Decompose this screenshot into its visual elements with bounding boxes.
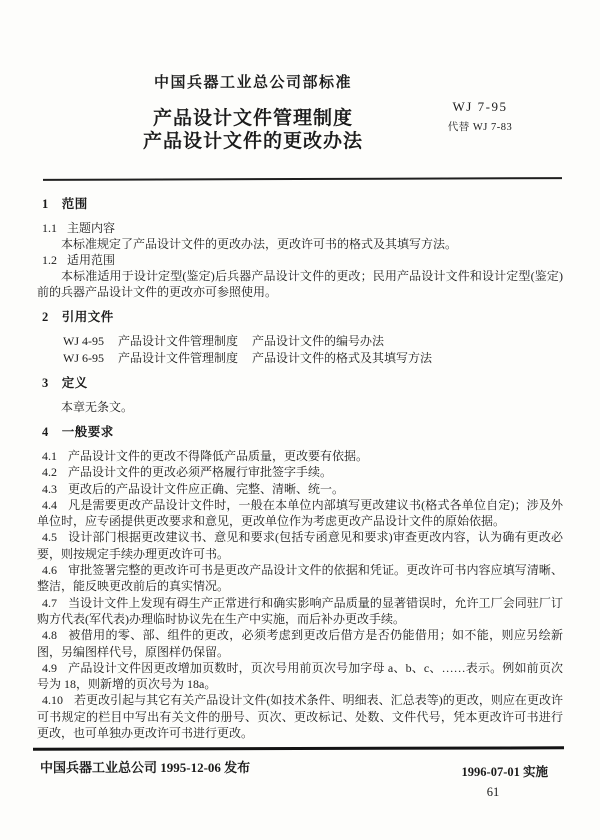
reference-title: 产品设计文件的编号办法	[252, 334, 385, 348]
clause	[37, 481, 563, 497]
clause	[37, 660, 563, 693]
section-number: 2	[42, 310, 49, 324]
clause	[37, 497, 563, 530]
section-number: 3	[42, 376, 49, 390]
section-definitions	[37, 375, 563, 415]
replaces-note: 代替 WJ 7-83	[447, 122, 513, 133]
clause-text: 产品设计文件的更改必须严格履行审批签字手续。	[68, 465, 333, 480]
standard-number-block	[423, 99, 537, 134]
clause	[37, 692, 563, 741]
paragraph: 本标准适用于设计定型(鉴定)后兵器产品设计文件的更改；民用产品设计文件和设计定型(鉴定)前的兵器产品设计文件的更改亦可参照使用。	[37, 269, 563, 299]
paragraph: 本标准规定了产品设计文件的更改办法，更改许可书的格式及其填写方法。	[61, 237, 458, 251]
clause-text: 设计部门根据更改建议书、意见和要求(包括专函意见和要求)审查更改内容，认为确有更改必要，则按规定手续办理更改许可书。	[37, 530, 563, 561]
clause-number: 4.7	[42, 595, 57, 610]
clause-number: 4.10	[42, 693, 63, 708]
document-title-line-1: 产品设计文件管理制度	[152, 108, 353, 129]
reference-series: 产品设计文件管理制度	[118, 350, 239, 365]
clause-text: 更改后的产品设计文件应正确、完整、清晰、统一。	[68, 481, 345, 496]
section-heading	[37, 375, 563, 391]
section-general-requirements	[37, 424, 563, 741]
issue-text: 中国兵器工业总公司 1995-12-06 发布	[40, 760, 251, 775]
clause-number: 4.2	[42, 465, 57, 480]
footer-divider	[33, 746, 564, 750]
clause-text: 若更改引起与其它有关产品设计文件(如技术条件、明细表、汇总表等)的更改，则应在更改许可书规定的栏目中写出有关文件的册号、页次、更改标记、处数、文件代号，凭本更改许可书进行更改，也可单独办更改许可书进行更改。	[37, 693, 563, 741]
section-heading	[37, 424, 563, 440]
section-scope	[37, 196, 563, 300]
reference-code: WJ 6-95	[63, 350, 104, 365]
clause-number: 4.5	[42, 530, 57, 545]
header-divider	[43, 177, 562, 181]
section-number: 4	[42, 425, 49, 439]
subsection-number: 1.2	[42, 253, 57, 267]
reference-code: WJ 4-95	[63, 334, 104, 348]
clause-number: 4.6	[42, 563, 57, 578]
document-title	[103, 107, 403, 153]
clause-text: 审批签署完整的更改许可书是更改产品设计文件的依据和凭证。更改许可书内容应填写清晰、整洁，能反映更改前后的真实情况。	[37, 563, 563, 594]
clause	[37, 529, 563, 562]
section-references	[37, 309, 563, 366]
reference-item	[37, 333, 563, 350]
paragraph: 本章无条文。	[61, 400, 134, 414]
section-heading	[37, 309, 563, 325]
document-body	[37, 192, 563, 741]
clause-number: 4.9	[42, 660, 57, 675]
subsection-heading	[37, 252, 563, 268]
clause	[37, 595, 563, 628]
clause-text: 产品设计文件因更改增加页数时，页次号用前页次号加字母 a、b、c、……表示。例如前页次号为 18，则新增的页次号为 18a。	[37, 660, 563, 692]
clause	[37, 464, 563, 480]
clause-number: 4.8	[42, 628, 57, 643]
standard-number: WJ 7-95	[452, 99, 508, 114]
subsection-number: 1.1	[42, 221, 57, 235]
standard-org-line: 中国兵器工业总公司部标准	[153, 75, 352, 91]
clause	[37, 448, 563, 464]
clause-number: 4.4	[42, 497, 57, 512]
section-title: 引用文件	[61, 310, 114, 324]
clause-text: 凡是需要更改产品设计文件时，一般在本单位内部填写更改建议书(格式各单位自定)；涉及外单位时，应专函提供更改要求和意见，更改单位作为考虑更改产品设计文件的原始依据。	[37, 497, 563, 529]
section-title: 定义	[61, 376, 88, 390]
subsection-heading	[37, 220, 563, 236]
clause-number: 4.1	[42, 449, 57, 463]
section-title: 一般要求	[61, 425, 114, 439]
section-number: 1	[42, 197, 49, 211]
section-heading	[37, 196, 563, 212]
clause-text: 被借用的零、部、组件的更改，必须考虑到更改后借方是否仍能借用；如不能，则应另绘新图，另编图样代号，原图样仍保留。	[37, 628, 563, 659]
clause-text: 产品设计文件的更改不得降低产品质量，更改要有依据。	[68, 449, 369, 463]
clause-text: 当设计文件上发现有碍生产正常进行和确实影响产品质量的显著错误时，允许工厂会同驻厂订购方代表(军代表)办理临时协议先在生产中实施，而后补办更改手续。	[37, 595, 563, 626]
footer	[40, 757, 548, 779]
reference-series: 产品设计文件管理制度	[118, 334, 239, 348]
subsection-title: 适用范围	[67, 253, 116, 267]
clause	[37, 627, 563, 660]
clause-number: 4.3	[42, 481, 57, 496]
page-number: 61	[486, 785, 500, 799]
subsection-title: 主题内容	[67, 221, 116, 235]
implement-text: 1996-07-01 实施	[461, 765, 548, 779]
clause	[37, 562, 563, 595]
reference-title: 产品设计文件的格式及其填写方法	[252, 350, 433, 365]
document-title-line-2: 产品设计文件的更改办法	[142, 131, 363, 152]
section-title: 范围	[61, 197, 88, 211]
reference-item	[37, 350, 563, 367]
